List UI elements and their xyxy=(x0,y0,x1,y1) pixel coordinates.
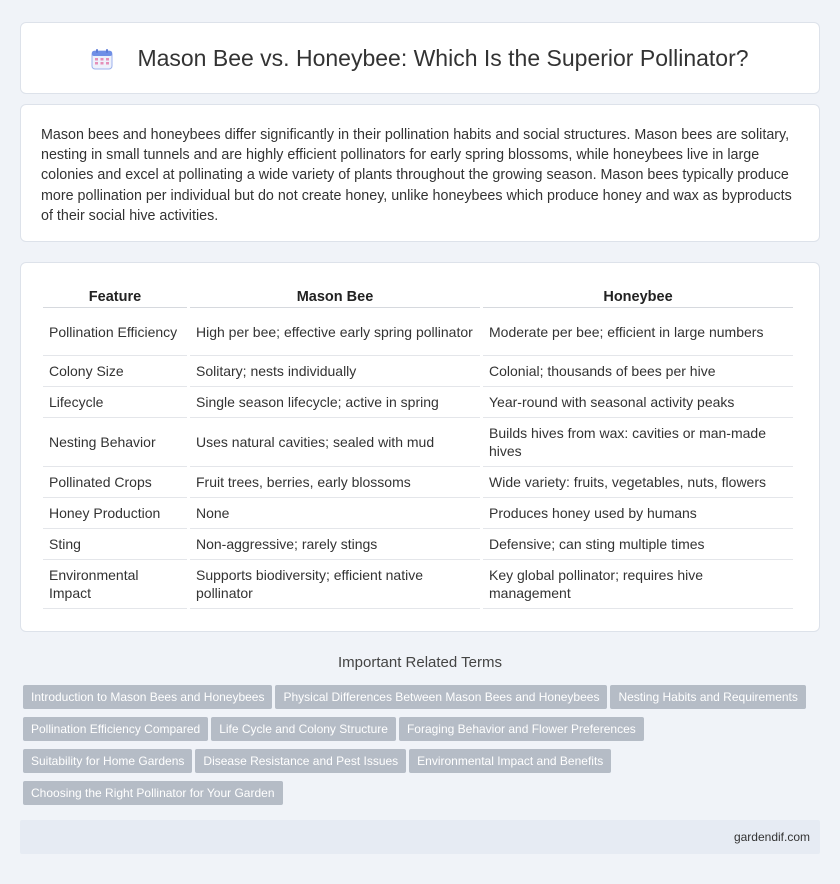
related-term-tag[interactable]: Suitability for Home Gardens xyxy=(23,749,192,773)
mason-bee-cell: None xyxy=(190,498,480,529)
header-feature: Feature xyxy=(43,283,187,308)
feature-cell: Environmental Impact xyxy=(43,560,187,609)
related-term-tag[interactable]: Disease Resistance and Pest Issues xyxy=(195,749,406,773)
honeybee-cell: Wide variety: fruits, vegetables, nuts, flowers xyxy=(483,467,793,498)
mason-bee-cell: Supports biodiversity; efficient native pollinator xyxy=(190,560,480,609)
table-row xyxy=(43,560,793,609)
feature-cell: Sting xyxy=(43,529,187,560)
comparison-table xyxy=(40,283,796,609)
table-row xyxy=(43,467,793,498)
related-term-tag[interactable]: Physical Differences Between Mason Bees and Honeybees xyxy=(275,685,607,709)
table-row xyxy=(43,387,793,418)
table-row xyxy=(43,356,793,387)
table-row xyxy=(43,498,793,529)
intro-text: Mason bees and honeybees differ significantly in their pollination habits and social structures. Mason bees are solitary, nesting in small tunnels and are highly efficient pollinators for early spring blossoms, while honeybees live in large colonies and excel at pollinating a wide variety of plants throughout the growing season. Mason bees typically produce more pollination per individual but do not create honey, unlike honeybees which produce honey and wax as byproducts of their social hive activities. xyxy=(41,127,792,224)
honeybee-cell: Moderate per bee; efficient in large numbers xyxy=(483,308,793,356)
honeybee-cell: Produces honey used by humans xyxy=(483,498,793,529)
mason-bee-cell: Solitary; nests individually xyxy=(190,356,480,387)
feature-cell: Pollination Efficiency xyxy=(43,308,187,356)
feature-cell: Nesting Behavior xyxy=(43,418,187,467)
related-term-tag[interactable]: Life Cycle and Colony Structure xyxy=(211,717,396,741)
site-name[interactable]: gardendif.com xyxy=(733,830,810,844)
related-term-tag[interactable]: Environmental Impact and Benefits xyxy=(409,749,611,773)
honeybee-cell: Defensive; can sting multiple times xyxy=(483,529,793,560)
page-title: Mason Bee vs. Honeybee: Which Is the Superior Pollinator? xyxy=(137,44,749,71)
related-terms-title: Important Related Terms xyxy=(338,654,502,671)
table-row xyxy=(43,529,793,560)
table-row xyxy=(43,308,793,356)
feature-cell: Colony Size xyxy=(43,356,187,387)
header-mason-bee: Mason Bee xyxy=(190,283,480,308)
related-term-tag[interactable]: Nesting Habits and Requirements xyxy=(610,685,805,709)
honeybee-cell: Colonial; thousands of bees per hive xyxy=(483,356,793,387)
honeybee-cell: Builds hives from wax: cavities or man-made hives xyxy=(483,418,793,467)
footer xyxy=(20,820,820,854)
related-term-tag[interactable]: Pollination Efficiency Compared xyxy=(23,717,208,741)
related-term-tag[interactable]: Introduction to Mason Bees and Honeybees xyxy=(23,685,272,709)
mason-bee-cell: High per bee; effective early spring pollinator xyxy=(190,308,480,356)
table-header-row xyxy=(43,283,793,308)
header-honeybee: Honeybee xyxy=(483,283,793,308)
mason-bee-cell: Fruit trees, berries, early blossoms xyxy=(190,467,480,498)
feature-cell: Pollinated Crops xyxy=(43,467,187,498)
mason-bee-cell: Single season lifecycle; active in spring xyxy=(190,387,480,418)
related-term-tag[interactable]: Choosing the Right Pollinator for Your Garden xyxy=(23,781,283,805)
mason-bee-cell: Non-aggressive; rarely stings xyxy=(190,529,480,560)
feature-cell: Honey Production xyxy=(43,498,187,529)
related-terms-list xyxy=(23,685,823,813)
comparison-card xyxy=(20,262,820,632)
page-header xyxy=(20,22,820,94)
table-row xyxy=(43,418,793,467)
intro-card xyxy=(20,104,820,242)
calendar-icon xyxy=(91,48,113,70)
honeybee-cell: Year-round with seasonal activity peaks xyxy=(483,387,793,418)
mason-bee-cell: Uses natural cavities; sealed with mud xyxy=(190,418,480,467)
honeybee-cell: Key global pollinator; requires hive management xyxy=(483,560,793,609)
related-term-tag[interactable]: Foraging Behavior and Flower Preferences xyxy=(399,717,644,741)
feature-cell: Lifecycle xyxy=(43,387,187,418)
